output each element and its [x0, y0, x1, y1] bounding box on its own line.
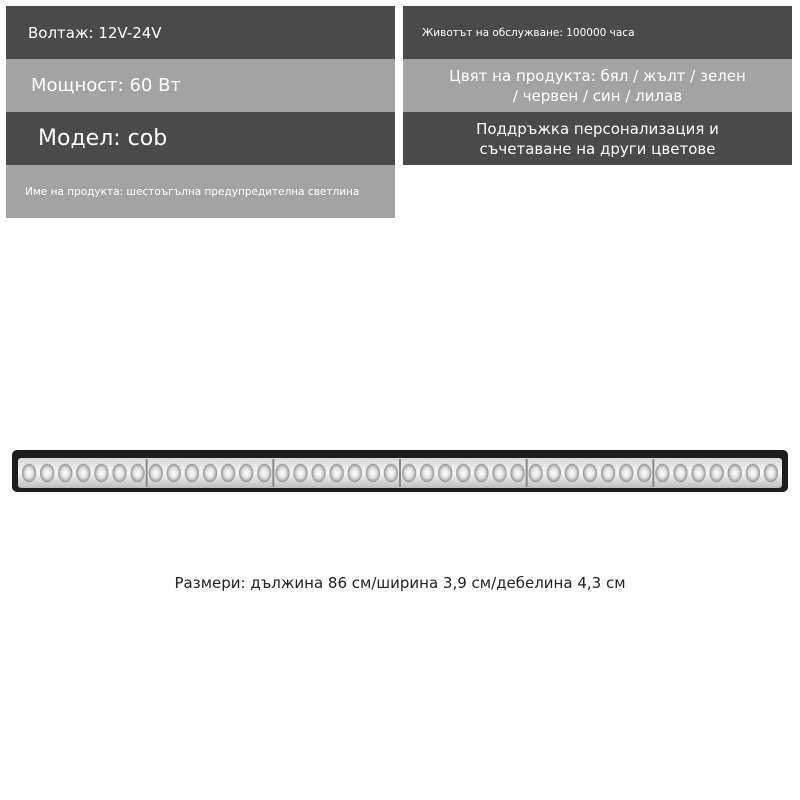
spec-model [6, 112, 395, 165]
led-lamp [674, 464, 688, 482]
light-bar-section-divider [399, 459, 401, 487]
led-lamp [764, 464, 778, 482]
led-lamp [203, 464, 217, 482]
led-lamp [493, 464, 507, 482]
led-lamp [185, 464, 199, 482]
led-lamp [276, 464, 290, 482]
led-lamp [40, 464, 54, 482]
spec-color [403, 59, 792, 112]
spec-custom-line-2: съчетаване на други цветове [479, 139, 716, 158]
led-light-bar-image [12, 450, 788, 492]
led-lamp [601, 464, 615, 482]
light-bar-section-divider [526, 459, 528, 487]
led-lamp [475, 464, 489, 482]
spec-lifetime-text: Животът на обслужване: 100000 часа [422, 26, 635, 39]
led-lamp [76, 464, 90, 482]
led-lamp [565, 464, 579, 482]
led-lamp [619, 464, 633, 482]
led-lamp [438, 464, 452, 482]
dimensions-caption: Размери: дължина 86 см/ширина 3,9 см/дебелина 4,3 см [174, 574, 626, 592]
led-lamp [294, 464, 308, 482]
light-bar-section-divider [272, 459, 274, 487]
spec-power-text: Мощност: 60 Вт [31, 75, 181, 96]
spec-customization [403, 112, 792, 165]
led-lamp [511, 464, 525, 482]
led-lamp [167, 464, 181, 482]
led-lamp [656, 464, 670, 482]
led-lamp [420, 464, 434, 482]
spec-custom-line-1: Поддръжка персонализация и [476, 119, 719, 138]
light-bar-section-divider [146, 459, 148, 487]
led-lamp [131, 464, 145, 482]
led-lamp [529, 464, 543, 482]
spec-lifetime [403, 6, 792, 59]
led-lamp [692, 464, 706, 482]
spec-model-text: Модел: cob [38, 126, 168, 151]
spec-voltage [6, 6, 395, 59]
spec-power [6, 59, 395, 112]
led-lamp [637, 464, 651, 482]
led-lamp [583, 464, 597, 482]
led-lamp [95, 464, 109, 482]
led-lamp [728, 464, 742, 482]
led-lamp [149, 464, 163, 482]
spec-voltage-text: Волтаж: 12V-24V [28, 23, 162, 42]
led-lamp [113, 464, 127, 482]
led-lamp [239, 464, 253, 482]
light-bar-section-divider [652, 459, 654, 487]
led-lamp [710, 464, 724, 482]
led-lamp [384, 464, 398, 482]
led-lamp [547, 464, 561, 482]
led-lamp [221, 464, 235, 482]
spec-color-line-1: Цвят на продукта: бял / жълт / зелен [449, 66, 746, 85]
led-lamp [456, 464, 470, 482]
led-lamp [348, 464, 362, 482]
led-lamp [330, 464, 344, 482]
led-lamp [257, 464, 271, 482]
led-lamp [312, 464, 326, 482]
spec-product-name [6, 165, 395, 218]
led-lamp [366, 464, 380, 482]
led-lamp [22, 464, 36, 482]
spec-color-line-2: / червен / син / лилав [512, 86, 683, 105]
spec-product-name-text: Име на продукта: шестоъгълна предупредителна светлина [25, 185, 360, 198]
led-lamp [58, 464, 72, 482]
led-lamp [402, 464, 416, 482]
led-lamp [746, 464, 760, 482]
